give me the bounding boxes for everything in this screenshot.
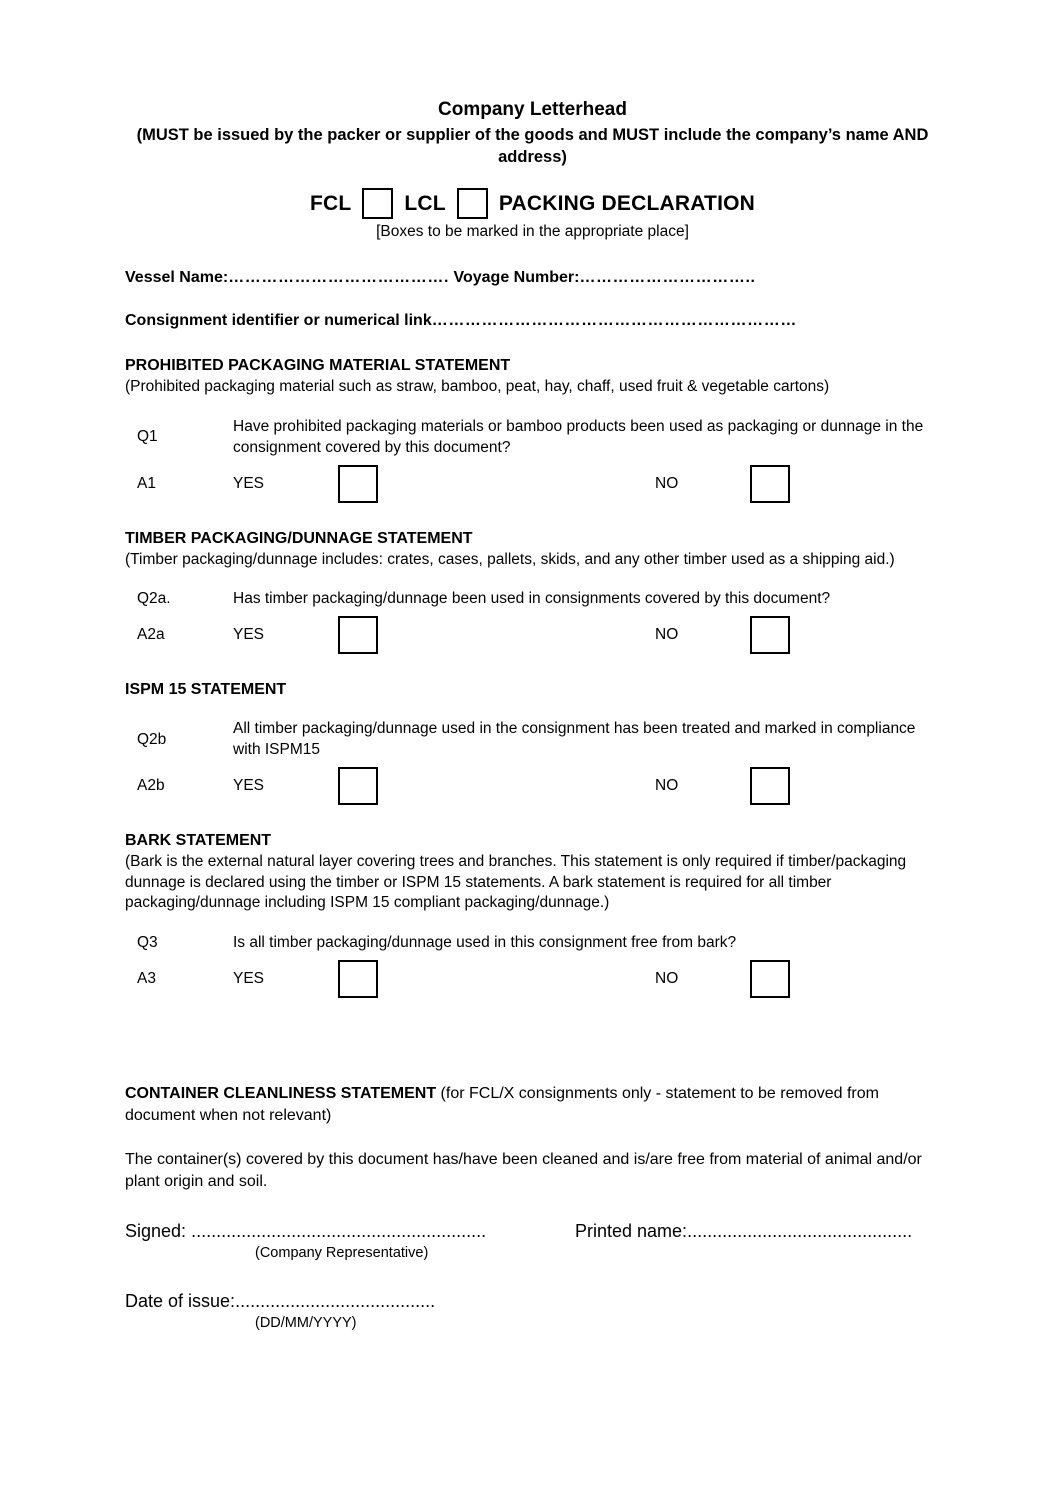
yes-checkbox[interactable] bbox=[338, 465, 378, 503]
question-label: Q1 bbox=[137, 428, 158, 445]
fcl-checkbox[interactable] bbox=[362, 188, 393, 219]
yes-checkbox[interactable] bbox=[338, 960, 378, 998]
section-subtext: (Prohibited packaging material such as straw, bamboo, peat, hay, chaff, used fruit & vegetable cartons) bbox=[125, 378, 830, 395]
consignment-identifier-input-line[interactable]: ………………………………………………………… bbox=[431, 312, 797, 329]
section-timber-packaging bbox=[125, 528, 940, 656]
yes-label: YES bbox=[233, 474, 265, 492]
yes-label: YES bbox=[233, 626, 265, 643]
question-label: Q2a. bbox=[137, 590, 171, 607]
fcl-label: FCL bbox=[309, 191, 352, 215]
vessel-name-label: Vessel Name: bbox=[125, 269, 229, 286]
date-of-issue-label: Date of issue: bbox=[125, 1290, 236, 1311]
cleanliness-heading-bold: CONTAINER CLEANLINESS STATEMENT bbox=[125, 1084, 437, 1102]
section-heading: TIMBER PACKAGING/DUNNAGE STATEMENT bbox=[125, 529, 473, 547]
no-checkbox[interactable] bbox=[750, 960, 790, 998]
printed-name-input-line[interactable]: ............................................. bbox=[687, 1220, 913, 1241]
signature-row bbox=[125, 1219, 940, 1243]
question-row bbox=[125, 718, 940, 760]
section-subtext: (Timber packaging/dunnage includes: crates, cases, pallets, skids, and any other timber used as a shipping aid.) bbox=[125, 550, 895, 568]
consignment-row bbox=[125, 310, 940, 331]
document-content bbox=[125, 98, 940, 1333]
checkbox-instruction-note: [Boxes to be marked in the appropriate place] bbox=[376, 223, 689, 240]
question-row bbox=[125, 416, 940, 458]
page-title: Company Letterhead bbox=[438, 99, 627, 120]
packing-declaration-label: PACKING DECLARATION bbox=[498, 191, 756, 215]
cleanliness-heading-note: (for FCL/X consignments only - statement to be removed from document when not relevant) bbox=[125, 1084, 879, 1124]
section-prohibited-packaging bbox=[125, 355, 940, 504]
date-of-issue-field bbox=[125, 1289, 940, 1313]
lcl-checkbox[interactable] bbox=[457, 188, 488, 219]
signature-block bbox=[125, 1219, 940, 1333]
answer-label: A3 bbox=[137, 969, 156, 987]
signed-input-line[interactable]: ........................................................... bbox=[191, 1220, 487, 1241]
section-heading: BARK STATEMENT bbox=[125, 832, 272, 849]
answer-row bbox=[125, 766, 940, 806]
section-heading: ISPM 15 STATEMENT bbox=[125, 681, 287, 698]
signed-label: Signed: bbox=[125, 1220, 192, 1241]
lcl-label: LCL bbox=[404, 191, 446, 215]
no-checkbox[interactable] bbox=[750, 616, 790, 654]
qa-block bbox=[125, 588, 940, 655]
section-bark bbox=[125, 830, 940, 999]
section-container-cleanliness bbox=[125, 1083, 940, 1193]
yes-label: YES bbox=[233, 777, 265, 794]
voyage-number-label: Voyage Number: bbox=[453, 269, 580, 286]
no-label: NO bbox=[655, 474, 679, 492]
signed-field bbox=[125, 1219, 575, 1243]
no-label: NO bbox=[655, 969, 679, 987]
printed-name-field bbox=[575, 1219, 940, 1243]
vessel-name-input-line[interactable]: …………………………………. bbox=[228, 269, 450, 286]
answer-row bbox=[125, 959, 940, 999]
cleanliness-body-text: The container(s) covered by this document has/have been cleaned and is/are free from material of animal and/or plant origin and soil. bbox=[125, 1150, 922, 1190]
date-of-issue-input-line[interactable]: ........................................ bbox=[235, 1290, 436, 1311]
question-row bbox=[125, 588, 940, 609]
date-format-caption: (DD/MM/YYYY) bbox=[255, 1314, 357, 1331]
section-subtext: (Bark is the external natural layer covering trees and branches. This statement is only required if timber/packaging dunnage is declared using the timber or ISPM 15 statements. A bark statement is required for all timber packaging/dunnage including ISPM 15 compliant packaging/dunnage.) bbox=[125, 853, 907, 911]
cleanliness-heading bbox=[125, 1083, 940, 1127]
answer-row bbox=[125, 615, 940, 655]
voyage-number-input-line[interactable]: ………………………….. bbox=[579, 269, 756, 286]
question-text: All timber packaging/dunnage used in the consignment has been treated and marked in compliance with ISPM15 bbox=[233, 720, 916, 758]
no-checkbox[interactable] bbox=[750, 465, 790, 503]
question-row bbox=[125, 932, 940, 953]
consignment-identifier-label: Consignment identifier or numerical link bbox=[125, 312, 432, 329]
vessel-voyage-row bbox=[125, 267, 940, 288]
section-heading: PROHIBITED PACKAGING MATERIAL STATEMENT bbox=[125, 357, 511, 374]
letterhead-header bbox=[125, 98, 940, 168]
letterhead-instruction: (MUST be issued by the packer or supplier of the goods and MUST include the company’s name AND address) bbox=[136, 126, 929, 166]
yes-label: YES bbox=[233, 969, 265, 987]
answer-label: A1 bbox=[137, 474, 156, 492]
answer-label: A2b bbox=[137, 777, 165, 794]
answer-label: A2a bbox=[137, 626, 165, 643]
qa-block bbox=[125, 416, 940, 504]
qa-block bbox=[125, 932, 940, 999]
section-ispm15 bbox=[125, 679, 940, 806]
declaration-type-row bbox=[125, 188, 940, 219]
answer-row bbox=[125, 464, 940, 504]
yes-checkbox[interactable] bbox=[338, 767, 378, 805]
question-text: Have prohibited packaging materials or bamboo products been used as packaging or dunnage in the consignment covered by this document? bbox=[233, 417, 924, 456]
question-label: Q3 bbox=[137, 933, 158, 951]
yes-checkbox[interactable] bbox=[338, 616, 378, 654]
printed-name-label: Printed name: bbox=[575, 1220, 688, 1241]
signed-caption: (Company Representative) bbox=[255, 1244, 429, 1261]
no-label: NO bbox=[655, 626, 679, 643]
no-label: NO bbox=[655, 777, 679, 794]
question-text: Has timber packaging/dunnage been used in consignments covered by this document? bbox=[233, 590, 831, 607]
question-text: Is all timber packaging/dunnage used in this consignment free from bark? bbox=[233, 933, 737, 951]
qa-block bbox=[125, 718, 940, 806]
no-checkbox[interactable] bbox=[750, 767, 790, 805]
question-label: Q2b bbox=[137, 730, 167, 748]
